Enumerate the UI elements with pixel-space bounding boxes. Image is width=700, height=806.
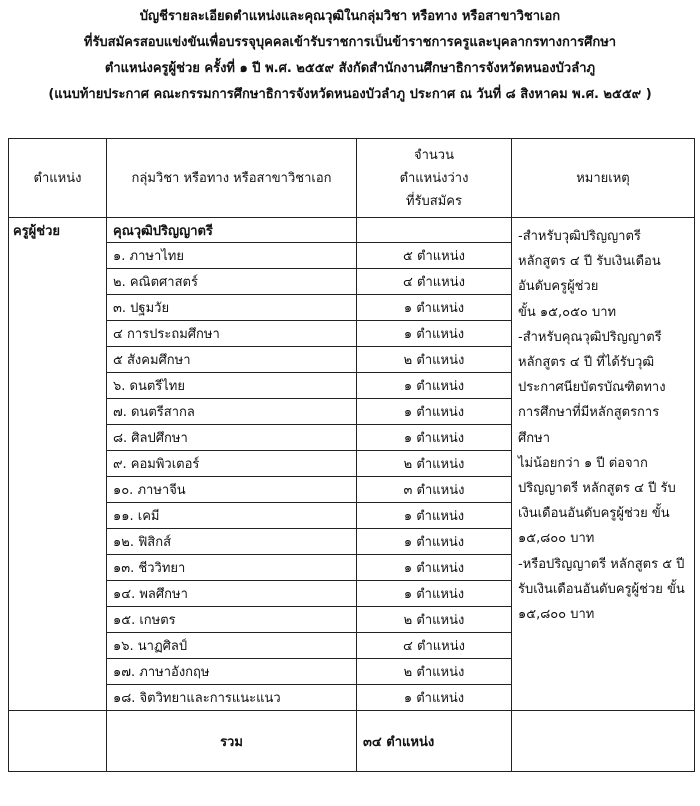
header-note: หมายเหตุ [512, 139, 695, 218]
count-cell: ๓ ตำแหน่ง [357, 477, 512, 503]
count-cell: ๑ ตำแหน่ง [357, 321, 512, 347]
qualification-label: คุณวุฒิปริญญาตรี [107, 218, 357, 243]
note-line: หลักสูตร ๔ ปี ที่ได้รับวุฒิ [518, 355, 655, 371]
subject-cell: ๑๐. ภาษาจีน [107, 477, 357, 503]
total-row [9, 711, 695, 772]
note-line: ปริญญาตรี หลักสูตร ๔ ปี รับ [518, 481, 676, 497]
total-count: ๓๔ ตำแหน่ง [357, 711, 512, 772]
header-count-line-2: ตำแหน่งว่าง [399, 170, 469, 186]
table-header-row [9, 139, 695, 218]
header-title-line-3: ตำแหน่งครูผู้ช่วย ครั้งที่ ๑ ปี พ.ศ. ๒๕๕๙ สังกัดสำนักงานศึกษาธิการจังหวัดหนองบัวลำภู [104, 61, 596, 76]
count-cell: ๑ ตำแหน่ง [357, 685, 512, 711]
subject-cell: ๖. ดนตรีไทย [107, 373, 357, 399]
count-cell: ๒ ตำแหน่ง [357, 607, 512, 633]
total-empty-cell [9, 711, 107, 772]
note-line: -สำหรับวุฒิปริญญาตรี [518, 229, 641, 244]
count-cell: ๑ ตำแหน่ง [357, 295, 512, 321]
count-cell: ๒ ตำแหน่ง [357, 347, 512, 373]
subject-cell: ๕ สังคมศึกษา [107, 347, 357, 373]
subject-cell: ๑๘. จิตวิทยาและการแนะแนว [107, 685, 357, 711]
note-line: รับเงินเดือนอันดับครูผู้ช่วย ขั้น [518, 581, 685, 597]
note-line: อันดับครูผู้ช่วย [518, 279, 599, 295]
subject-cell: ๗. ดนตรีสากล [107, 399, 357, 425]
note-line: หลักสูตร ๔ ปี รับเงินเดือน [518, 254, 661, 270]
note-line: -หรือปริญญาตรี หลักสูตร ๕ ปี [518, 556, 685, 572]
count-cell: ๑ ตำแหน่ง [357, 373, 512, 399]
subject-cell: ๔ การประถมศึกษา [107, 321, 357, 347]
note-line: -สำหรับคุณวุฒิปริญญาตรี [518, 329, 662, 345]
position-cell: ครูผู้ช่วย [9, 218, 107, 711]
header-count-line-1: จำนวน [414, 147, 454, 163]
subject-cell: ๑. ภาษาไทย [107, 243, 357, 269]
count-cell: ๒ ตำแหน่ง [357, 451, 512, 477]
subject-cell: ๑๑. เคมี [107, 503, 357, 529]
header-title-line-1: บัญชีรายละเอียดตำแหน่งและคุณวุฒิในกลุ่มวิชา หรือทาง หรือสาขาวิชาเอก [139, 9, 561, 24]
note-line: ขั้น ๑๕,๐๕๐ บาท [518, 304, 617, 320]
count-cell: ๑ ตำแหน่ง [357, 503, 512, 529]
count-cell: ๑ ตำแหน่ง [357, 529, 512, 555]
subject-cell: ๒. คณิตศาสตร์ [107, 269, 357, 295]
count-cell: ๑ ตำแหน่ง [357, 581, 512, 607]
header-title-line-4: (แนบท้ายประกาศ คณะกรรมการศึกษาธิการจังหวัดหนองบัวลำภู ประกาศ ณ วันที่ ๘ สิงหาคม พ.ศ. ๒๕๕๙ ) [48, 87, 652, 102]
total-label: รวม [107, 711, 357, 772]
subject-cell: ๑๒. ฟิสิกส์ [107, 529, 357, 555]
header-count [357, 139, 512, 218]
qualification-row [9, 218, 695, 243]
subject-cell: ๓. ปฐมวัย [107, 295, 357, 321]
count-cell: ๒ ตำแหน่ง [357, 659, 512, 685]
note-line: การศึกษาที่มีหลักสูตรการศึกษา [518, 405, 660, 446]
total-note-empty [512, 711, 695, 772]
note-line: ไม่น้อยกว่า ๑ ปี ต่อจาก [518, 455, 648, 471]
count-cell: ๔ ตำแหน่ง [357, 269, 512, 295]
count-cell: ๔ ตำแหน่ง [357, 633, 512, 659]
note-line: ๑๕,๘๐๐ บาท [518, 607, 595, 623]
count-cell: ๑ ตำแหน่ง [357, 555, 512, 581]
subject-cell: ๑๕. เกษตร [107, 607, 357, 633]
note-line: เงินเดือนอันดับครูผู้ช่วย ขั้น [518, 506, 670, 522]
document-header [0, 4, 700, 108]
subject-cell: ๑๗. ภาษาอังกฤษ [107, 659, 357, 685]
header-title-line-2: ที่รับสมัครสอบแข่งขันเพื่อบรรจุบุคคลเข้ารับราชการเป็นข้าราชการครูและบุคลากรทางการศึกษา [83, 35, 617, 50]
note-cell [512, 218, 695, 711]
header-subject: กลุ่มวิชา หรือทาง หรือสาขาวิชาเอก [107, 139, 357, 218]
qualification-count-empty [357, 218, 512, 243]
count-cell: ๑ ตำแหน่ง [357, 399, 512, 425]
header-count-line-3: ที่รับสมัคร [406, 193, 462, 209]
count-cell: ๕ ตำแหน่ง [357, 243, 512, 269]
subject-cell: ๙. คอมพิวเตอร์ [107, 451, 357, 477]
header-position: ตำแหน่ง [9, 139, 107, 218]
subject-cell: ๑๖. นาฏศิลป์ [107, 633, 357, 659]
note-line: ๑๕,๘๐๐ บาท [518, 531, 595, 547]
subject-cell: ๑๓. ชีววิทยา [107, 555, 357, 581]
subject-cell: ๑๔. พลศึกษา [107, 581, 357, 607]
subject-cell: ๘. ศิลปศึกษา [107, 425, 357, 451]
positions-table [8, 138, 695, 772]
note-line: ประกาศนียบัตรบัณฑิตทาง [518, 380, 666, 396]
count-cell: ๑ ตำแหน่ง [357, 425, 512, 451]
